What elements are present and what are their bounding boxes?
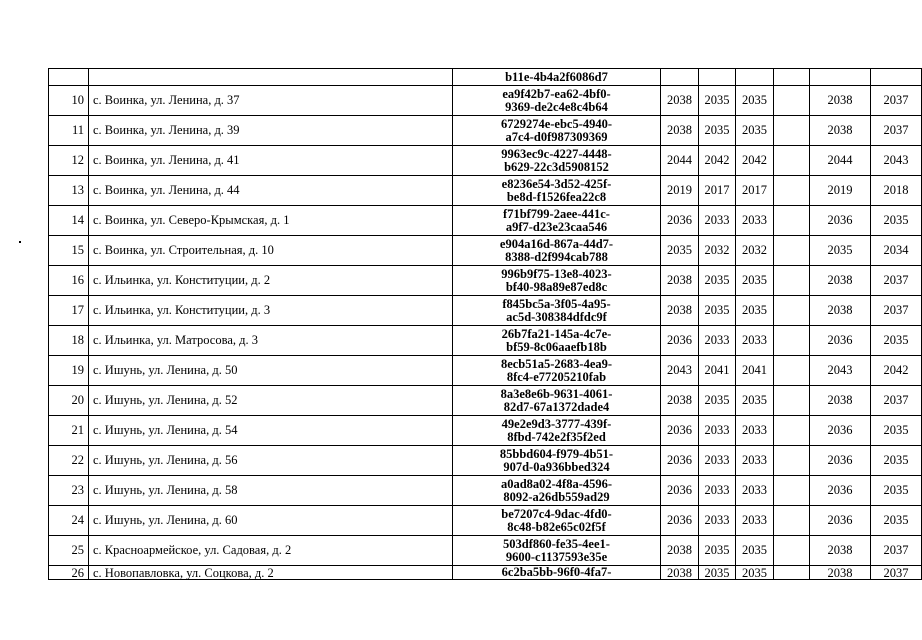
address-cell: с. Ишунь, ул. Ленина, д. 58: [89, 476, 453, 506]
year-cell: 2033: [699, 416, 736, 446]
row-number-cell: 25: [49, 536, 89, 566]
year-cell: 2036: [810, 416, 871, 446]
year-cell: 2035: [736, 86, 774, 116]
year-cell: 2035: [661, 236, 699, 266]
year-cell: [736, 69, 774, 86]
year-cell: [774, 296, 810, 326]
row-number-cell: 11: [49, 116, 89, 146]
guid-cell: [453, 566, 661, 580]
year-cell: [774, 176, 810, 206]
table-row-partial-top: [49, 69, 922, 86]
year-cell: 2035: [699, 86, 736, 116]
year-cell: 2043: [810, 356, 871, 386]
table-row: [49, 386, 922, 416]
row-number-cell: 20: [49, 386, 89, 416]
row-number-cell: 15: [49, 236, 89, 266]
guid-line-1: e8236e54-3d52-425f-: [501, 176, 612, 191]
year-cell: 2038: [661, 296, 699, 326]
address-cell: с. Ильинка, ул. Конституции, д. 2: [89, 266, 453, 296]
year-cell: 2035: [699, 116, 736, 146]
guid-line-1: be7207c4-9dac-4fd0-: [501, 506, 612, 521]
year-cell: 2037: [871, 296, 922, 326]
guid-cell: [453, 326, 661, 356]
year-cell: 2036: [810, 206, 871, 236]
year-cell: 2035: [736, 296, 774, 326]
year-cell: 2035: [871, 446, 922, 476]
guid-line-1: 8a3e8e6b-9631-4061-: [500, 386, 613, 401]
guid-line-1: f71bf799-2aee-441c-: [503, 206, 610, 221]
year-cell: [774, 506, 810, 536]
address-cell: с. Воинка, ул. Ленина, д. 44: [89, 176, 453, 206]
guid-cell: [453, 116, 661, 146]
year-cell: [774, 566, 810, 580]
row-number-cell: 19: [49, 356, 89, 386]
row-number-cell: 18: [49, 326, 89, 356]
year-cell: 2038: [810, 266, 871, 296]
guid-line-2: bf59-8c06aaefb18b: [506, 339, 607, 354]
guid-cell: [453, 206, 661, 236]
guid-line-1: 996b9f75-13e8-4023-: [501, 266, 612, 281]
year-cell: 2036: [661, 446, 699, 476]
year-cell: 2033: [736, 506, 774, 536]
guid-line-2: 8c48-b82e65c02f5f: [507, 519, 606, 534]
row-number-cell: 23: [49, 476, 89, 506]
row-number-cell: 22: [49, 446, 89, 476]
year-cell: 2033: [699, 506, 736, 536]
guid-cell: [453, 236, 661, 266]
year-cell: 2043: [661, 356, 699, 386]
address-cell: с. Новопавловка, ул. Соцкова, д. 2: [89, 566, 453, 580]
year-cell: 2035: [699, 386, 736, 416]
year-cell: 2035: [699, 536, 736, 566]
guid-line-1: 8ecb51a5-2683-4ea9-: [500, 356, 613, 371]
guid-line-1: a0ad8a02-4f8a-4596-: [500, 476, 613, 491]
year-cell: 2033: [699, 206, 736, 236]
year-cell: 2038: [810, 86, 871, 116]
guid-line-2: 8388-d2f994cab788: [505, 249, 608, 264]
year-cell: [774, 446, 810, 476]
year-cell: 2036: [661, 476, 699, 506]
year-cell: 2044: [661, 146, 699, 176]
guid-cell: [453, 536, 661, 566]
row-number-cell: 21: [49, 416, 89, 446]
table-row: [49, 416, 922, 446]
year-cell: 2018: [871, 176, 922, 206]
year-cell: 2042: [736, 146, 774, 176]
year-cell: 2035: [699, 296, 736, 326]
year-cell: 2019: [810, 176, 871, 206]
table-row: [49, 146, 922, 176]
guid-cell: [453, 416, 661, 446]
address-cell: с. Красноармейское, ул. Садовая, д. 2: [89, 536, 453, 566]
guid-line-2: ac5d-308384dfdc9f: [506, 309, 607, 324]
year-cell: [774, 69, 810, 86]
address-cell: с. Воинка, ул. Северо-Крымская, д. 1: [89, 206, 453, 236]
guid-line-1: 9963ec9c-4227-4448-: [501, 146, 612, 161]
year-cell: 2033: [699, 476, 736, 506]
guid-line-2: a7c4-d0f987309369: [505, 129, 608, 144]
year-cell: [774, 116, 810, 146]
year-cell: 2036: [810, 506, 871, 536]
guid-cell: [453, 446, 661, 476]
year-cell: [774, 86, 810, 116]
guid-head: 6c2ba5bb-96f0-4fa7-: [501, 565, 612, 579]
address-cell: с. Воинка, ул. Ленина, д. 41: [89, 146, 453, 176]
year-cell: 2038: [810, 536, 871, 566]
table-row: [49, 206, 922, 236]
year-cell: 2038: [661, 386, 699, 416]
guid-cell: [453, 86, 661, 116]
year-cell: 2038: [661, 116, 699, 146]
table-row: [49, 506, 922, 536]
guid-line-2: 8092-a26db559ad29: [503, 489, 610, 504]
year-cell: 2017: [736, 176, 774, 206]
year-cell: 2019: [661, 176, 699, 206]
year-cell: 2035: [810, 236, 871, 266]
year-cell: 2035: [871, 506, 922, 536]
address-cell: с. Воинка, ул. Ленина, д. 37: [89, 86, 453, 116]
guid-line-1: 6729274e-ebc5-4940-: [500, 116, 613, 131]
table-row: [49, 86, 922, 116]
address-cell: с. Ильинка, ул. Матросова, д. 3: [89, 326, 453, 356]
guid-line-2: 82d7-67a1372dade4: [503, 399, 610, 414]
year-cell: 2043: [871, 146, 922, 176]
address-cell: с. Ишунь, ул. Ленина, д. 50: [89, 356, 453, 386]
year-cell: 2036: [661, 416, 699, 446]
address-cell: с. Воинка, ул. Строительная, д. 10: [89, 236, 453, 266]
table-row: [49, 476, 922, 506]
year-cell: 2038: [810, 116, 871, 146]
year-cell: 2038: [810, 296, 871, 326]
year-cell: 2035: [736, 266, 774, 296]
year-cell: 2035: [736, 536, 774, 566]
year-cell: [774, 386, 810, 416]
year-cell: [774, 476, 810, 506]
guid-line-1: 503df860-fe35-4ee1-: [503, 536, 610, 551]
guid-line-2: b629-22c3d5908152: [504, 159, 609, 174]
housing-registry-table: [48, 68, 922, 580]
year-cell: 2037: [871, 266, 922, 296]
year-cell: 2038: [661, 536, 699, 566]
year-cell: [774, 236, 810, 266]
year-cell: 2017: [699, 176, 736, 206]
year-cell: 2033: [699, 326, 736, 356]
address-cell: с. Ишунь, ул. Ленина, д. 60: [89, 506, 453, 536]
guid-line-1: f845bc5a-3f05-4a95-: [502, 296, 611, 311]
address-cell: с. Ильинка, ул. Конституции, д. 3: [89, 296, 453, 326]
table-row: [49, 356, 922, 386]
guid-cell: [453, 356, 661, 386]
year-cell: 2037: [871, 116, 922, 146]
guid-tail: b11e-4b4a2f6086d7: [505, 69, 608, 84]
table-row: [49, 116, 922, 146]
guid-line-1: 85bbd604-f979-4b51-: [499, 446, 614, 461]
guid-line-2: be8d-f1526fea22c8: [506, 189, 607, 204]
year-cell: [871, 69, 922, 86]
table-row: [49, 536, 922, 566]
year-cell: [774, 146, 810, 176]
year-cell: [774, 266, 810, 296]
guid-cell: [453, 69, 661, 86]
year-cell: 2033: [699, 446, 736, 476]
year-cell: 2035: [736, 116, 774, 146]
year-cell: [774, 416, 810, 446]
year-cell: [810, 69, 871, 86]
guid-cell: [453, 146, 661, 176]
year-cell: [774, 356, 810, 386]
stray-mark: [19, 241, 21, 243]
year-cell: 2036: [810, 446, 871, 476]
year-cell: [661, 69, 699, 86]
year-cell: 2038: [661, 86, 699, 116]
year-cell: 2038: [661, 566, 699, 580]
guid-line-1: 26b7fa21-145a-4c7e-: [501, 326, 612, 341]
year-cell: 2032: [736, 236, 774, 266]
guid-cell: [453, 176, 661, 206]
guid-cell: [453, 506, 661, 536]
year-cell: 2034: [871, 236, 922, 266]
year-cell: 2042: [871, 356, 922, 386]
year-cell: 2032: [699, 236, 736, 266]
year-cell: [774, 536, 810, 566]
row-number-cell: 17: [49, 296, 89, 326]
guid-cell: [453, 266, 661, 296]
row-number-cell: [49, 69, 89, 86]
guid-line-1: e904a16d-867a-44d7-: [499, 236, 614, 251]
guid-line-1: 49e2e9d3-3777-439f-: [501, 416, 612, 431]
year-cell: [774, 206, 810, 236]
row-number-cell: 10: [49, 86, 89, 116]
address-cell: с. Ишунь, ул. Ленина, д. 56: [89, 446, 453, 476]
year-cell: 2038: [810, 386, 871, 416]
address-cell: с. Ишунь, ул. Ленина, д. 52: [89, 386, 453, 416]
table-row: [49, 176, 922, 206]
table-row: [49, 446, 922, 476]
year-cell: 2036: [661, 506, 699, 536]
year-cell: [699, 69, 736, 86]
year-cell: 2036: [661, 206, 699, 236]
year-cell: 2036: [661, 326, 699, 356]
guid-line-2: 8fc4-e77205210fab: [506, 369, 607, 384]
year-cell: 2035: [871, 206, 922, 236]
address-cell: [89, 69, 453, 86]
year-cell: 2035: [871, 476, 922, 506]
year-cell: 2033: [736, 206, 774, 236]
guid-line-1: ea9f42b7-ea62-4bf0-: [502, 86, 611, 101]
year-cell: 2041: [699, 356, 736, 386]
address-cell: с. Ишунь, ул. Ленина, д. 54: [89, 416, 453, 446]
guid-line-2: 9369-de2c4e8c4b64: [505, 99, 608, 114]
row-number-cell: 16: [49, 266, 89, 296]
table-row-partial-bottom: [49, 566, 922, 580]
year-cell: 2042: [699, 146, 736, 176]
guid-line-2: a9f7-d23e23caa546: [505, 219, 608, 234]
year-cell: 2037: [871, 536, 922, 566]
year-cell: 2037: [871, 566, 922, 580]
address-cell: с. Воинка, ул. Ленина, д. 39: [89, 116, 453, 146]
year-cell: 2035: [736, 386, 774, 416]
row-number-cell: 14: [49, 206, 89, 236]
year-cell: 2036: [810, 476, 871, 506]
guid-line-2: 8fbd-742e2f35f2ed: [507, 429, 606, 444]
year-cell: 2035: [699, 266, 736, 296]
year-cell: 2038: [810, 566, 871, 580]
table-row: [49, 266, 922, 296]
year-cell: 2038: [661, 266, 699, 296]
table-row: [49, 296, 922, 326]
guid-cell: [453, 476, 661, 506]
row-number-cell: 12: [49, 146, 89, 176]
row-number-cell: 24: [49, 506, 89, 536]
year-cell: 2033: [736, 476, 774, 506]
guid-cell: [453, 296, 661, 326]
year-cell: 2035: [871, 416, 922, 446]
guid-cell: [453, 386, 661, 416]
year-cell: 2035: [871, 326, 922, 356]
year-cell: 2033: [736, 416, 774, 446]
year-cell: 2037: [871, 386, 922, 416]
year-cell: 2044: [810, 146, 871, 176]
row-number-cell: 26: [49, 566, 89, 580]
year-cell: 2033: [736, 326, 774, 356]
year-cell: 2033: [736, 446, 774, 476]
guid-line-2: 907d-0a936bbed324: [503, 459, 610, 474]
year-cell: 2041: [736, 356, 774, 386]
year-cell: 2035: [699, 566, 736, 580]
year-cell: [774, 326, 810, 356]
guid-line-2: 9600-c1137593e35e: [505, 549, 608, 564]
year-cell: 2035: [736, 566, 774, 580]
year-cell: 2037: [871, 86, 922, 116]
guid-line-2: bf40-98a89e87ed8c: [505, 279, 608, 294]
row-number-cell: 13: [49, 176, 89, 206]
year-cell: 2036: [810, 326, 871, 356]
table-row: [49, 236, 922, 266]
table-row: [49, 326, 922, 356]
